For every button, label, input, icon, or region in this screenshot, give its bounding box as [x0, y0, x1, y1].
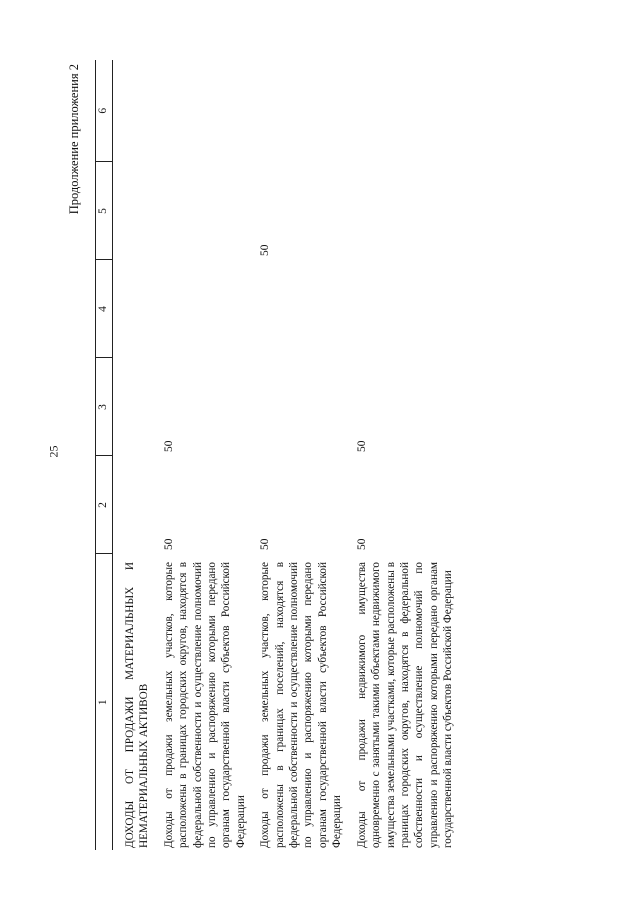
row-value-col3: 50: [355, 440, 368, 452]
table-row: [152, 60, 248, 850]
row-value-col3: 50: [162, 440, 175, 452]
page-number: 25: [46, 445, 61, 458]
row-value-col5: [345, 162, 456, 260]
row-value-col6: [152, 60, 248, 162]
row-value-col3: [248, 358, 344, 456]
header-cell-3: 3: [96, 358, 113, 456]
row-value-col4: [152, 260, 248, 358]
revenue-norms-table: [95, 60, 456, 850]
header-cell-2: 2: [96, 456, 113, 554]
row-description: Доходы от продажи земельных участков, которые расположены в границах поселений, находятся в федеральной собственности и осуществление полномочий по управлению и распоряжению которыми передано органам государственной власти субъектов Российской Федерации: [259, 562, 344, 848]
table-row: [248, 60, 344, 850]
row-value-col4: [248, 260, 344, 358]
header-cell-6: 6: [96, 60, 113, 162]
header-cell-1: 1: [96, 554, 113, 850]
header-row: [96, 60, 113, 850]
row-value-col6: [248, 60, 344, 162]
row-value-col6: [345, 60, 456, 162]
row-value-col4: [345, 260, 456, 358]
table-row: [345, 60, 456, 850]
rotated-table-sheet: [67, 60, 615, 850]
row-description: Доходы от продажи недвижимого имущества одновременно с занятыми такими объектами недвижимого имущества земельными участками, которые расположены в границах городских округов, находятся в федеральной собственности и осуществление полномочий по управлению и распоряжению которыми передано органам государственной власти субъектов Российской Федерации: [355, 562, 455, 848]
row-value-col5: [152, 162, 248, 260]
section-row: [113, 60, 152, 850]
row-value-col5: 50: [259, 244, 272, 256]
row-value-col2: 50: [355, 538, 368, 550]
section-title: ДОХОДЫ ОТ ПРОДАЖИ МАТЕРИАЛЬНЫХ И НЕМАТЕРИАЛЬНЫХ АКТИВОВ: [124, 562, 151, 848]
continuation-label: Продолжение приложения 2: [67, 64, 81, 215]
header-cell-5: 5: [96, 162, 113, 260]
row-value-col2: 50: [259, 538, 272, 550]
header-cell-4: 4: [96, 260, 113, 358]
row-description: Доходы от продажи земельных участков, которые расположены в границах городских округов, находятся в федеральной собственности и осуществление полномочий по управлению и распоряжению которыми передано органам государственной власти субъектов Российской Федерации: [162, 562, 247, 848]
row-value-col2: 50: [162, 538, 175, 550]
